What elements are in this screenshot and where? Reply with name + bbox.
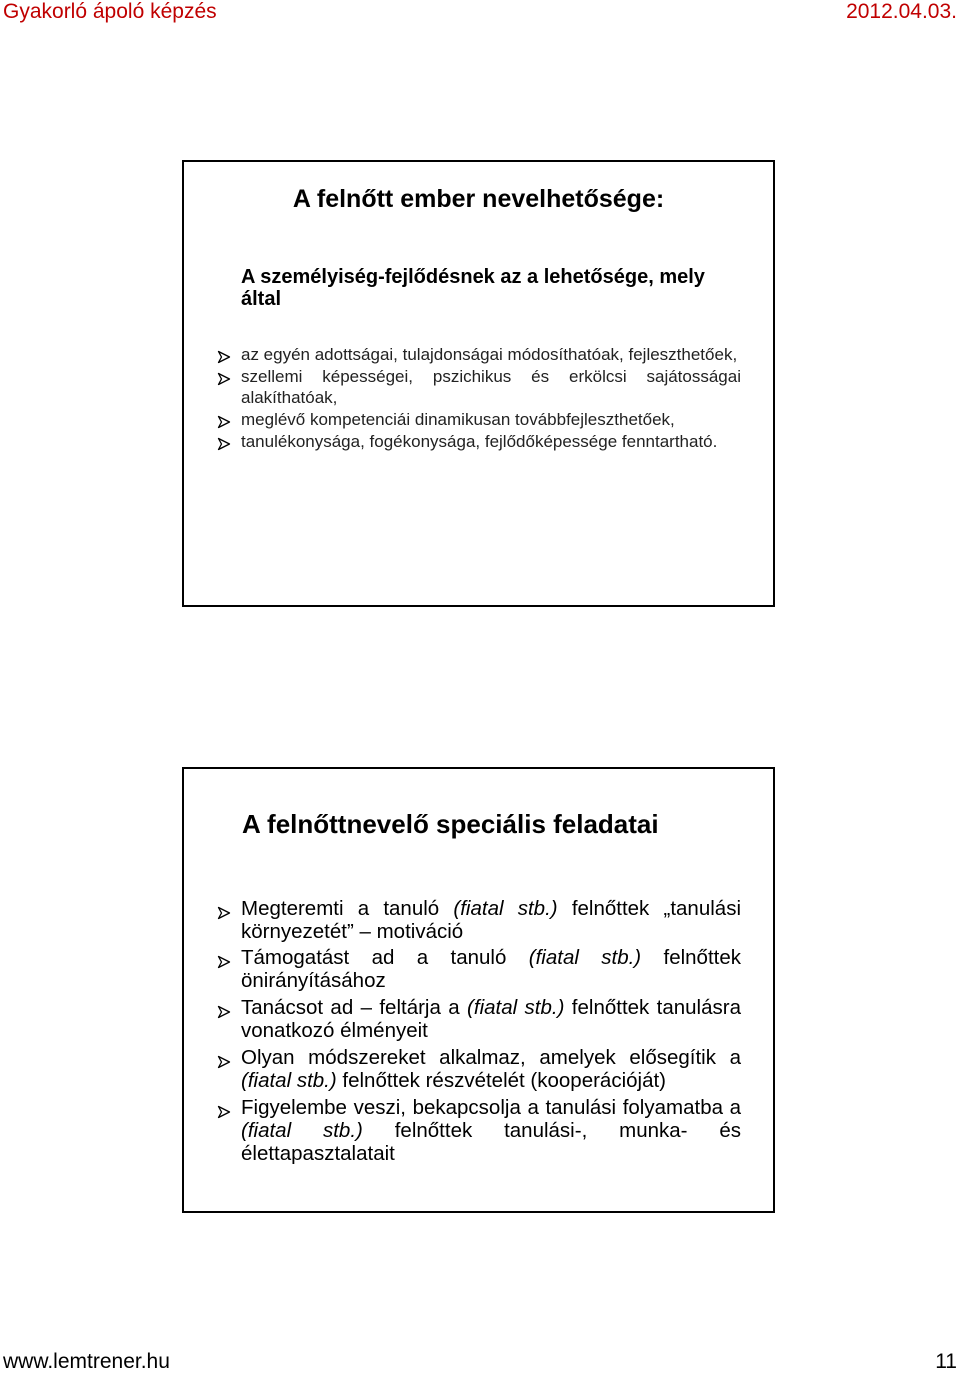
footer-website: www.lemtrener.hu	[3, 1350, 170, 1373]
arrow-bullet-icon	[217, 370, 231, 384]
list-item-italic-text: (fiatal stb.)	[467, 996, 565, 1019]
list-item-text: Figyelembe veszi, bekapcsolja a tanulási folyamatba a	[241, 1096, 741, 1119]
list-item-text: meglévő kompetenciái dinamikusan továbbfejleszthetőek,	[241, 410, 675, 429]
list-item-text: Tanácsot ad – feltárja a	[241, 996, 468, 1019]
arrow-bullet-icon	[217, 902, 231, 916]
list-item	[184, 1096, 773, 1165]
slide-1-title: A felnőtt ember nevelhetősége:	[292, 185, 665, 213]
list-item-text: tanulékonysága, fogékonysága, fejlődőképessége fenntartható.	[241, 432, 718, 451]
list-item-text: felnőttek részvételét (kooperációját)	[336, 1069, 667, 1092]
header-title: Gyakorló ápoló képzés	[3, 0, 217, 23]
arrow-bullet-icon	[217, 1001, 231, 1015]
list-item-italic-text: (fiatal stb.)	[453, 897, 558, 920]
list-item-text: Támogatást ad a tanuló	[241, 946, 529, 969]
list-item-text: felnőttek „tanulási környezetét” – motiváció	[241, 897, 741, 943]
list-item-text: felnőttek tanulási-, munka- és élettapasztalatait	[241, 1119, 741, 1165]
list-item	[184, 431, 773, 452]
list-item-italic-text: (fiatal stb.)	[528, 946, 642, 969]
list-item-text: felnőttek önirányításához	[241, 946, 741, 992]
slide-feladatai	[182, 767, 775, 1213]
list-item-italic-text: (fiatal stb.)	[241, 1069, 337, 1092]
slide-1-bullet-list	[184, 344, 773, 453]
arrow-bullet-icon	[217, 1051, 231, 1065]
list-item	[184, 344, 773, 365]
slide-2-title: A felnőttnevelő speciális feladatai	[242, 809, 659, 839]
list-item-text: az egyén adottságai, tulajdonságai módosíthatóak, fejleszthetőek,	[241, 345, 738, 364]
list-item	[184, 366, 773, 408]
slide-2-bullet-list	[184, 897, 773, 1169]
list-item	[184, 897, 773, 943]
list-item-text: Olyan módszereket alkalmaz, amelyek elősegítik a	[241, 1046, 741, 1069]
list-item	[184, 996, 773, 1042]
list-item-text: felnőttek tanulásra vonatkozó élményeit	[241, 996, 741, 1042]
slide-1-subtitle: A személyiség-fejlődésnek az a lehetősége, mely által	[241, 266, 705, 310]
arrow-bullet-icon	[217, 435, 231, 449]
list-item-text: szellemi képességei, pszichikus és erkölcsi sajátosságai alakíthatóak,	[241, 367, 741, 407]
arrow-bullet-icon	[217, 348, 231, 362]
arrow-bullet-icon	[217, 413, 231, 427]
header-date: 2012.04.03.	[846, 0, 957, 23]
footer-page-number: 11	[935, 1350, 957, 1373]
slide-nevelhetoseg	[182, 160, 775, 607]
arrow-bullet-icon	[217, 951, 231, 965]
list-item-italic-text: (fiatal stb.)	[241, 1119, 363, 1142]
list-item	[184, 409, 773, 430]
arrow-bullet-icon	[217, 1101, 231, 1115]
list-item	[184, 1046, 773, 1092]
list-item	[184, 946, 773, 992]
list-item-text: Megteremti a tanuló	[241, 897, 454, 920]
